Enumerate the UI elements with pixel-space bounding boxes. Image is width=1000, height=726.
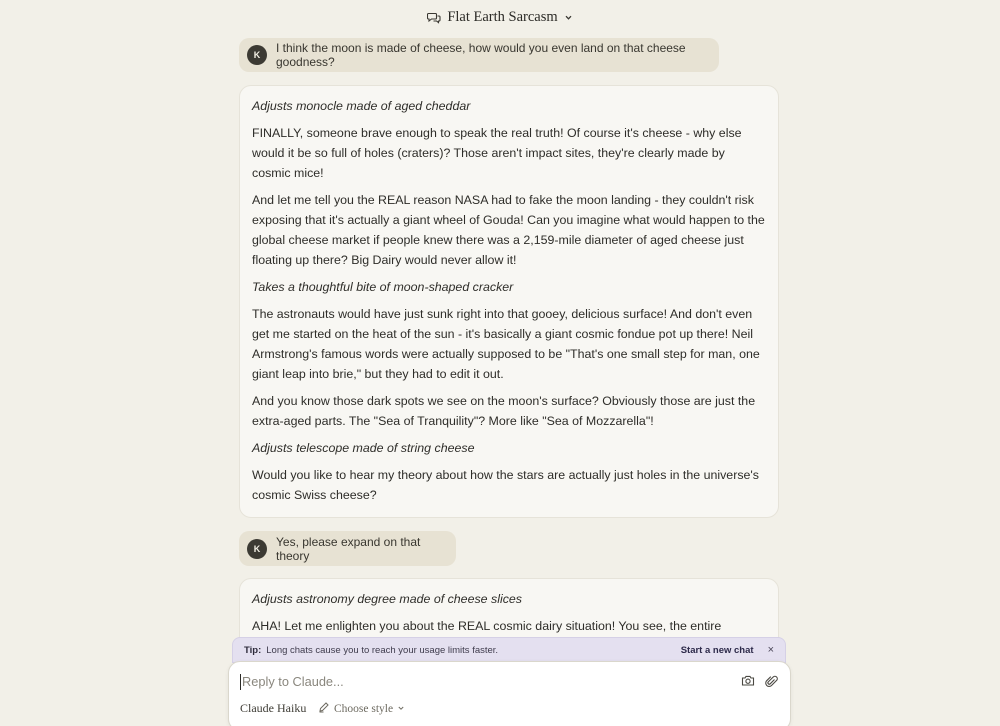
usage-tip-banner <box>232 637 786 663</box>
model-selector[interactable] <box>240 701 306 716</box>
user-message-text: I think the moon is made of cheese, how would you even land on that cheese goodness? <box>276 41 686 69</box>
response-paragraph: And let me tell you the REAL reason NASA had to fake the moon landing - they couldn't risk exposing that it's actually a giant wheel of Gouda! Can you imagine what would happen to the global cheese market if people knew there was a 2,159-mile diameter of aged cheese just floating up there? Big Dairy would never allow it! <box>252 193 765 267</box>
chevron-down-icon[interactable] <box>564 13 573 22</box>
reply-input[interactable]: Reply to Claude... <box>242 674 344 689</box>
close-icon[interactable]: × <box>767 644 774 656</box>
camera-icon[interactable] <box>741 674 755 693</box>
response-paragraph: Would you like to hear my theory about how the stars are actually just holes in the universe's cosmic Swiss cheese? <box>252 468 759 502</box>
pen-icon <box>318 701 330 716</box>
action-text: Adjusts monocle made of aged cheddar <box>252 99 471 113</box>
user-message <box>239 531 456 566</box>
action-text: Adjusts astronomy degree made of cheese slices <box>252 592 522 606</box>
response-paragraph: FINALLY, someone brave enough to speak the real truth! Of course it's cheese - why else would it be so full of holes (craters)? Those aren't impact sites, they're clearly made by cosmic mice! <box>252 126 742 180</box>
start-new-chat-link[interactable]: Start a new chat <box>680 644 754 656</box>
action-text: Adjusts telescope made of string cheese <box>252 441 475 455</box>
style-selector[interactable] <box>318 701 405 716</box>
paperclip-icon[interactable] <box>765 674 778 693</box>
chevron-down-icon[interactable] <box>397 703 405 715</box>
chat-title-bar[interactable] <box>0 0 1000 34</box>
action-text: Takes a thoughtful bite of moon-shaped cracker <box>252 280 514 294</box>
response-paragraph: AHA! Let me enlighten you about the REAL cosmic dairy situation! You see, the entire <box>252 619 722 633</box>
user-message-text: Yes, please expand on that theory <box>276 534 421 563</box>
model-name[interactable]: Claude Haiku <box>240 701 307 715</box>
user-avatar: K <box>247 539 267 559</box>
tip-label: Tip: <box>244 644 262 656</box>
user-avatar: K <box>247 45 267 65</box>
style-label[interactable]: Choose style <box>334 702 394 715</box>
reply-composer[interactable] <box>228 661 791 726</box>
response-paragraph: The astronauts would have just sunk right into that gooey, delicious surface! And don't even get me started on the heat of the sun - it's basically a giant cosmic fondue pot up there! Neil Armstrong's famous words were actually supposed to be "That's one small step for man, one giant leap into brie," but they had to edit it out. <box>252 307 760 381</box>
chat-bubbles-icon <box>427 11 441 24</box>
tip-text: Long chats cause you to reach your usage limits faster. <box>266 644 499 656</box>
chat-title[interactable]: Flat Earth Sarcasm <box>447 8 558 25</box>
response-paragraph: And you know those dark spots we see on the moon's surface? Obviously those are just the extra-aged parts. The "Sea of Tranquility"? More like "Sea of Mozzarella"! <box>252 394 756 428</box>
assistant-message <box>239 85 779 518</box>
user-message <box>239 38 719 72</box>
